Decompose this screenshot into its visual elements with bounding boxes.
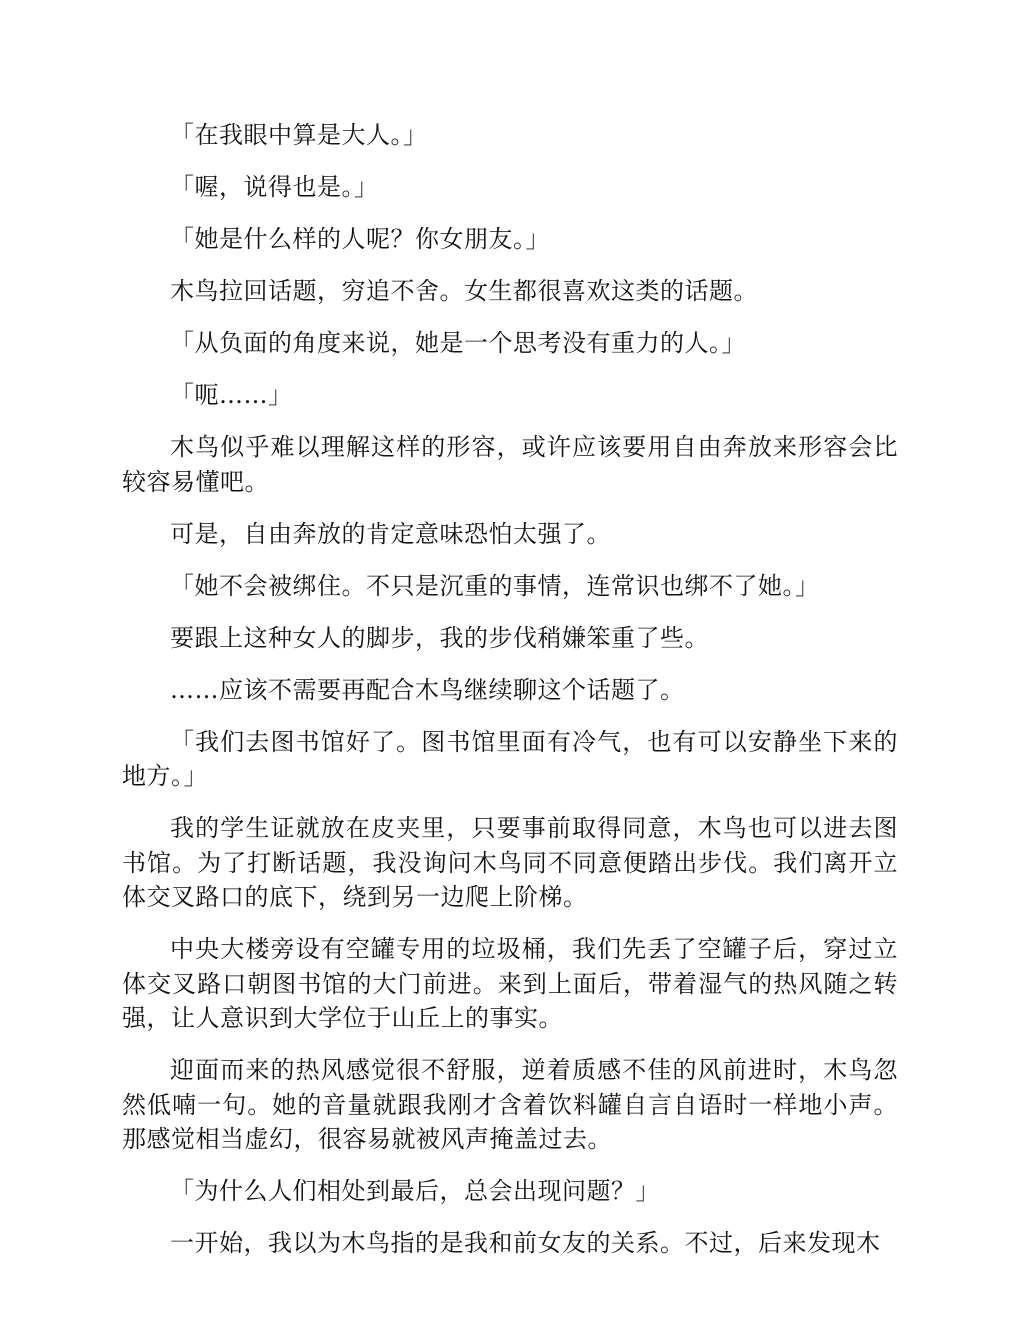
paragraph: 「她不会被绑住。不只是沉重的事情，连常识也绑不了她。」 — [170, 571, 820, 600]
paragraph: 要跟上这种女人的脚步，我的步伐稍嫌笨重了些。 — [170, 623, 709, 652]
paragraph: 木鸟似乎难以理解这样的形容，或许应该要用自由奔放来形容会比较容易懂吧。 — [122, 433, 898, 496]
body-text — [122, 118, 898, 1278]
paragraph: ……应该不需要再配合木鸟继续聊这个话题了。 — [170, 675, 685, 704]
paragraph: 「喔，说得也是。」 — [170, 173, 379, 201]
paragraph: 「我们去图书馆好了。图书馆里面有冷气，也有可以安静坐下来的地方。」 — [122, 727, 898, 790]
paragraph: 「为什么人们相处到最后，总会出现问题？」 — [170, 1177, 660, 1205]
paragraph: 迎面而来的热风感觉很不舒服，逆着质感不佳的风前进时，木鸟忽然低喃一句。她的音量就跟我刚才含着饮料罐自言自语时一样地小声。那感觉相当虚幻，很容易就被风声掩盖过去。 — [122, 1056, 898, 1153]
paragraph: 「呃……」 — [170, 381, 293, 409]
paragraph: 一开始，我以为木鸟指的是我和前女友的关系。不过，后来发现木 — [170, 1229, 881, 1257]
paragraph: 「从负面的角度来说，她是一个思考没有重力的人。」 — [170, 329, 746, 357]
paragraph: 「她是什么样的人呢？你女朋友。」 — [170, 225, 550, 253]
paragraph: 「在我眼中算是大人。」 — [170, 121, 428, 149]
paragraph: 中央大楼旁设有空罐专用的垃圾桶，我们先丢了空罐子后，穿过立体交叉路口朝图书馆的大门前进。来到上面后，带着湿气的热风随之转强，让人意识到大学位于山丘上的事实。 — [122, 935, 898, 1032]
paragraph: 可是，自由奔放的肯定意味恐怕太强了。 — [170, 519, 611, 548]
paragraph: 木鸟拉回话题，穷追不舍。女生都很喜欢这类的话题。 — [170, 277, 758, 305]
paragraph: 我的学生证就放在皮夹里，只要事前取得同意，木鸟也可以进去图书馆。为了打断话题，我没询问木鸟同不同意便踏出步伐。我们离开立体交叉路口的底下，绕到另一边爬上阶梯。 — [122, 814, 898, 911]
